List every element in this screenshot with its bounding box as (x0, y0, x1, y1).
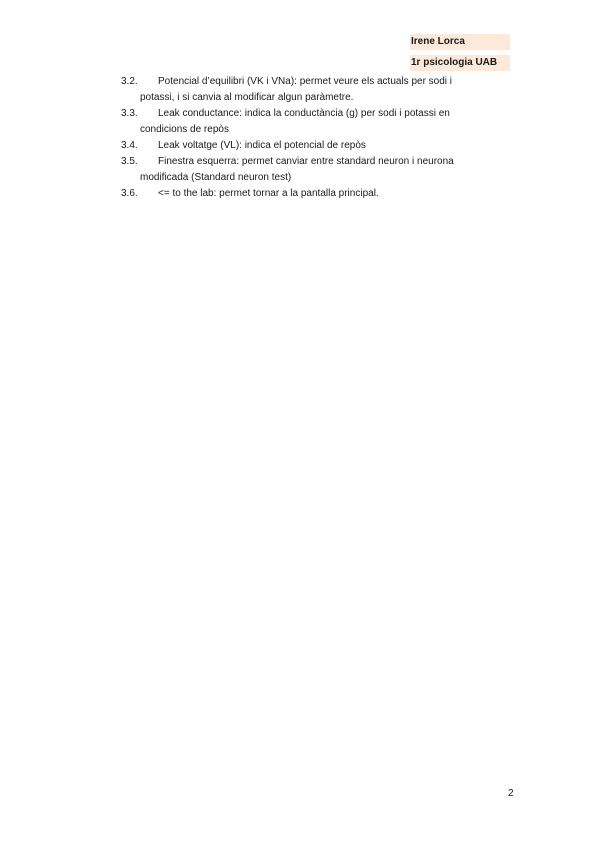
item-text-continued: modificada (Standard neuron test) (140, 172, 292, 183)
item-number: 3.5. (121, 156, 138, 167)
page-header (410, 34, 510, 76)
item-number: 3.2. (121, 76, 138, 87)
item-number: 3.3. (121, 108, 138, 119)
item-text-continued: condicions de repòs (140, 124, 229, 135)
item-number: 3.4. (121, 140, 138, 151)
item-text: <= to the lab: permet tornar a la pantalla principal. (158, 188, 379, 199)
list-item (121, 154, 501, 186)
list-item (121, 74, 501, 106)
item-number: 3.6. (121, 188, 138, 199)
page-number: 2 (508, 788, 514, 799)
item-text: Leak voltatge (VL): indica el potencial de repòs (158, 140, 366, 151)
item-text: Leak conductance: indica la conductància (g) per sodi i potassi en (158, 108, 450, 119)
item-text: Potencial d’equilibri (VK i VNa): permet veure els actuals per sodi i (158, 76, 453, 87)
numbered-list (121, 74, 501, 202)
list-item (121, 138, 501, 154)
item-text: Finestra esquerra: permet canviar entre standard neuron i neurona (158, 156, 454, 167)
list-item (121, 186, 501, 202)
item-text-continued: potassi, i si canvia al modificar algun paràmetre. (140, 92, 354, 103)
list-item (121, 106, 501, 138)
course-name: 1r psicologia UAB (410, 55, 510, 71)
author-name: Irene Lorca (410, 34, 510, 50)
